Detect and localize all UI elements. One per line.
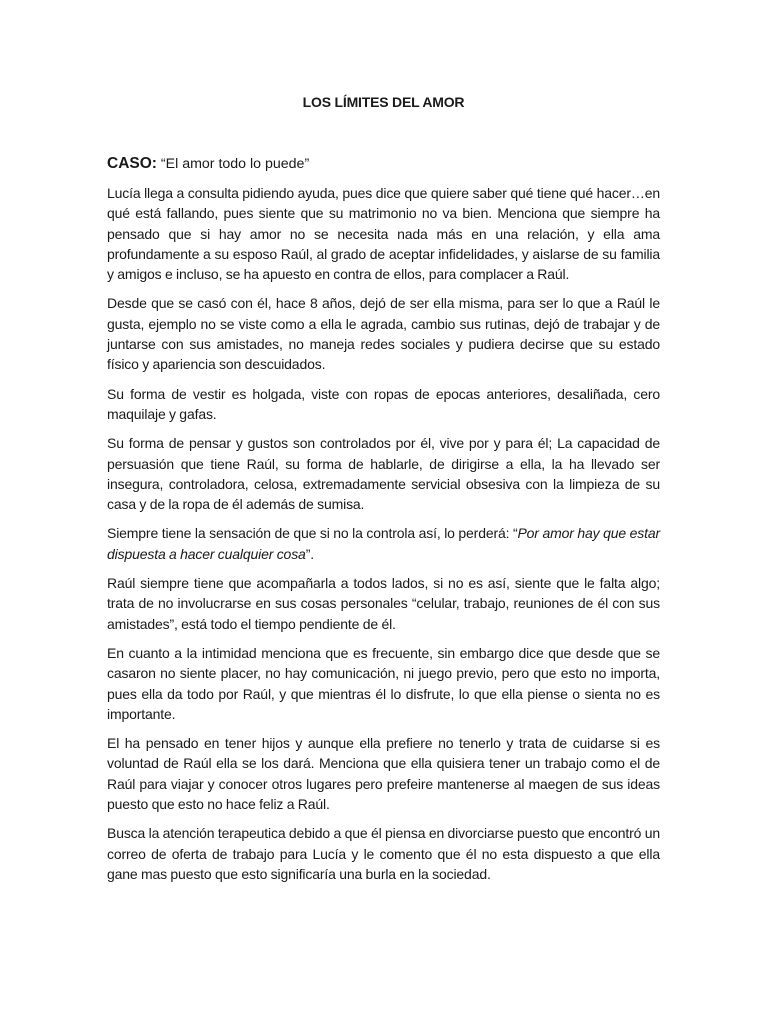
case-heading (107, 154, 660, 174)
paragraph-8: El ha pensado en tener hijos y aunque ella prefiere no tenerlo y trata de cuidarse si es voluntad de Raúl ella se los dará. Menciona que ella quisiera tener un trabajo como el de Raúl para viajar y conocer otros lugares pero prefeire mantenerse al maegen de sus ideas puesto que esto no hace feliz a Raúl. (107, 735, 660, 813)
case-label: CASO: (107, 155, 157, 172)
document-title: LOS LÍMITES DEL AMOR (302, 94, 465, 110)
paragraph-6: Raúl siempre tiene que acompañarla a todos lados, si no es así, siente que le falta algo; trata de no involucrarse en sus cosas personales “celular, trabajo, reuniones de él con sus amistades”, está todo el tiempo pendiente de él. (107, 575, 660, 632)
case-text: “El amor todo lo puede” (160, 156, 310, 172)
paragraph-1: Lucía llega a consulta pidiendo ayuda, pues dice que quiere saber qué tiene qué hacer…en qué está fallando, pues siente que su matrimonio no va bien. Menciona que siempre ha pensado que si hay amor no se necesita nada más en una relación, y ella ama profundamente a su esposo Raúl, al grado de aceptar infidelidades, y aislarse de su familia y amigos e incluso, se ha apuesto en contra de ellos, para complacer a Raúl. (107, 185, 660, 283)
paragraph-9: Busca la atención terapeutica debido a que él piensa en divorciarse puesto que encontró un correo de oferta de trabajo para Lucía y le comento que él no esta dispuesto a que ella gane mas puesto que esto significaría una burla en la sociedad. (107, 825, 660, 882)
paragraph-5-quote: Por amor hay que estar dispuesta a hacer cualquier cosa (107, 525, 660, 562)
document-page (107, 93, 660, 884)
paragraph-5 (107, 523, 660, 564)
paragraph-5-tail: ”. (305, 545, 314, 562)
paragraph-5-lead: Siempre tiene la sensación de que si no la controla así, lo perderá: “ (107, 525, 518, 542)
paragraph-3: Su forma de vestir es holgada, viste con ropas de epocas anteriores, desaliñada, cero maquilaje y gafas. (107, 385, 660, 422)
paragraph-4: Su forma de pensar y gustos son controlados por él, vive por y para él; La capacidad de persuasión que tiene Raúl, su forma de hablarle, de dirigirse a ella, la ha llevado ser insegura, controladora, celosa, extremadamente servicial obsesiva con la limpieza de su casa y de la ropa de él además de sumisa. (107, 435, 660, 513)
paragraph-2: Desde que se casó con él, hace 8 años, dejó de ser ella misma, para ser lo que a Raúl le gusta, ejemplo no se viste como a ella le agrada, cambio sus rutinas, dejó de trabajar y de juntarse con sus amistades, no maneja redes sociales y pudiera decirse que su estado físico y apariencia son descuidados. (107, 295, 660, 373)
paragraph-7: En cuanto a la intimidad menciona que es frecuente, sin embargo dice que desde que se casaron no siente placer, no hay comunicación, ni juego previo, pero que esto no importa, pues ella da todo por Raúl, y que mientras él lo disfrute, lo que ella piense o sienta no es importante. (107, 644, 660, 722)
